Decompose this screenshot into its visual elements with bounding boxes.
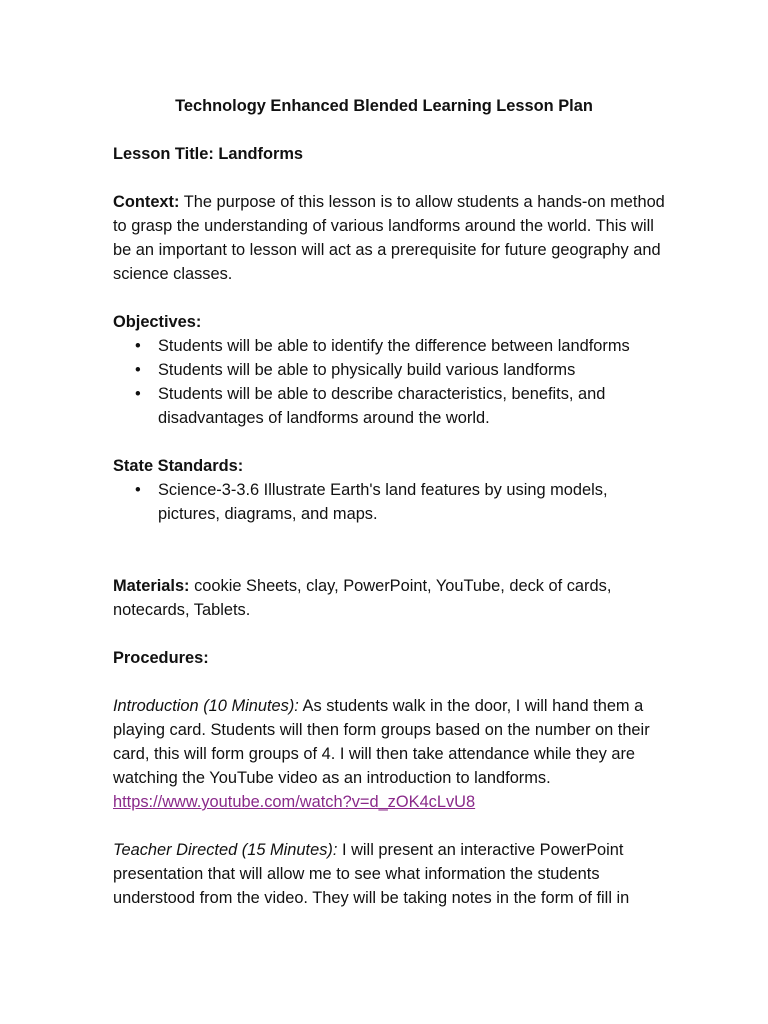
introduction-paragraph [113,694,673,814]
context-text: The purpose of this lesson is to allow students a hands-on method to grasp the understanding of various landforms around the world. This will be an important to lesson will act as a prerequisite for future geography and science classes. [113,193,665,283]
lesson-title: Lesson Title: Landforms [113,145,304,163]
state-standards-heading: State Standards: [113,457,244,475]
state-standards-section [113,454,673,526]
standard-item [113,478,673,526]
teacher-directed-text: I will present an interactive PowerPoint presentation that will allow me to see what information the students understood from the video. They will be taking notes in the form of fill in [113,841,630,907]
bullet-icon: • [135,337,141,355]
introduction-label: Introduction (10 Minutes): [113,697,299,715]
teacher-directed-paragraph [113,838,673,910]
bullet-icon: • [135,385,141,403]
youtube-link[interactable]: https://www.youtube.com/watch?v=d_zOK4cLvU8 [113,793,476,811]
materials-paragraph [113,574,673,622]
context-label: Context: [113,193,180,211]
context-paragraph [113,190,673,286]
lesson-plan-page [113,94,673,910]
objectives-list [113,334,673,430]
objective-item [113,334,673,358]
objective-item [113,382,673,430]
procedures-heading: Procedures: [113,649,209,667]
document-title: Technology Enhanced Blended Learning Lesson Plan [175,97,593,115]
objective-text: Students will be able to describe characteristics, benefits, and disadvantages of landforms around the world. [158,385,606,427]
state-standards-list [113,478,673,526]
objective-text: Students will be able to physically build various landforms [158,361,576,379]
teacher-directed-label: Teacher Directed (15 Minutes): [113,841,338,859]
standard-text: Science-3-3.6 Illustrate Earth's land features by using models, pictures, diagrams, and maps. [158,481,608,523]
introduction-text: As students walk in the door, I will hand them a playing card. Students will then form groups based on the number on their card, this will form groups of 4. I will then take attendance while they are watching the YouTube video as an introduction to landforms. [113,697,650,787]
materials-text: cookie Sheets, clay, PowerPoint, YouTube, deck of cards, notecards, Tablets. [113,577,612,619]
objective-text: Students will be able to identify the difference between landforms [158,337,630,355]
objectives-section [113,310,673,430]
bullet-icon: • [135,481,141,499]
objective-item [113,358,673,382]
objectives-heading: Objectives: [113,313,202,331]
bullet-icon: • [135,361,141,379]
materials-label: Materials: [113,577,190,595]
